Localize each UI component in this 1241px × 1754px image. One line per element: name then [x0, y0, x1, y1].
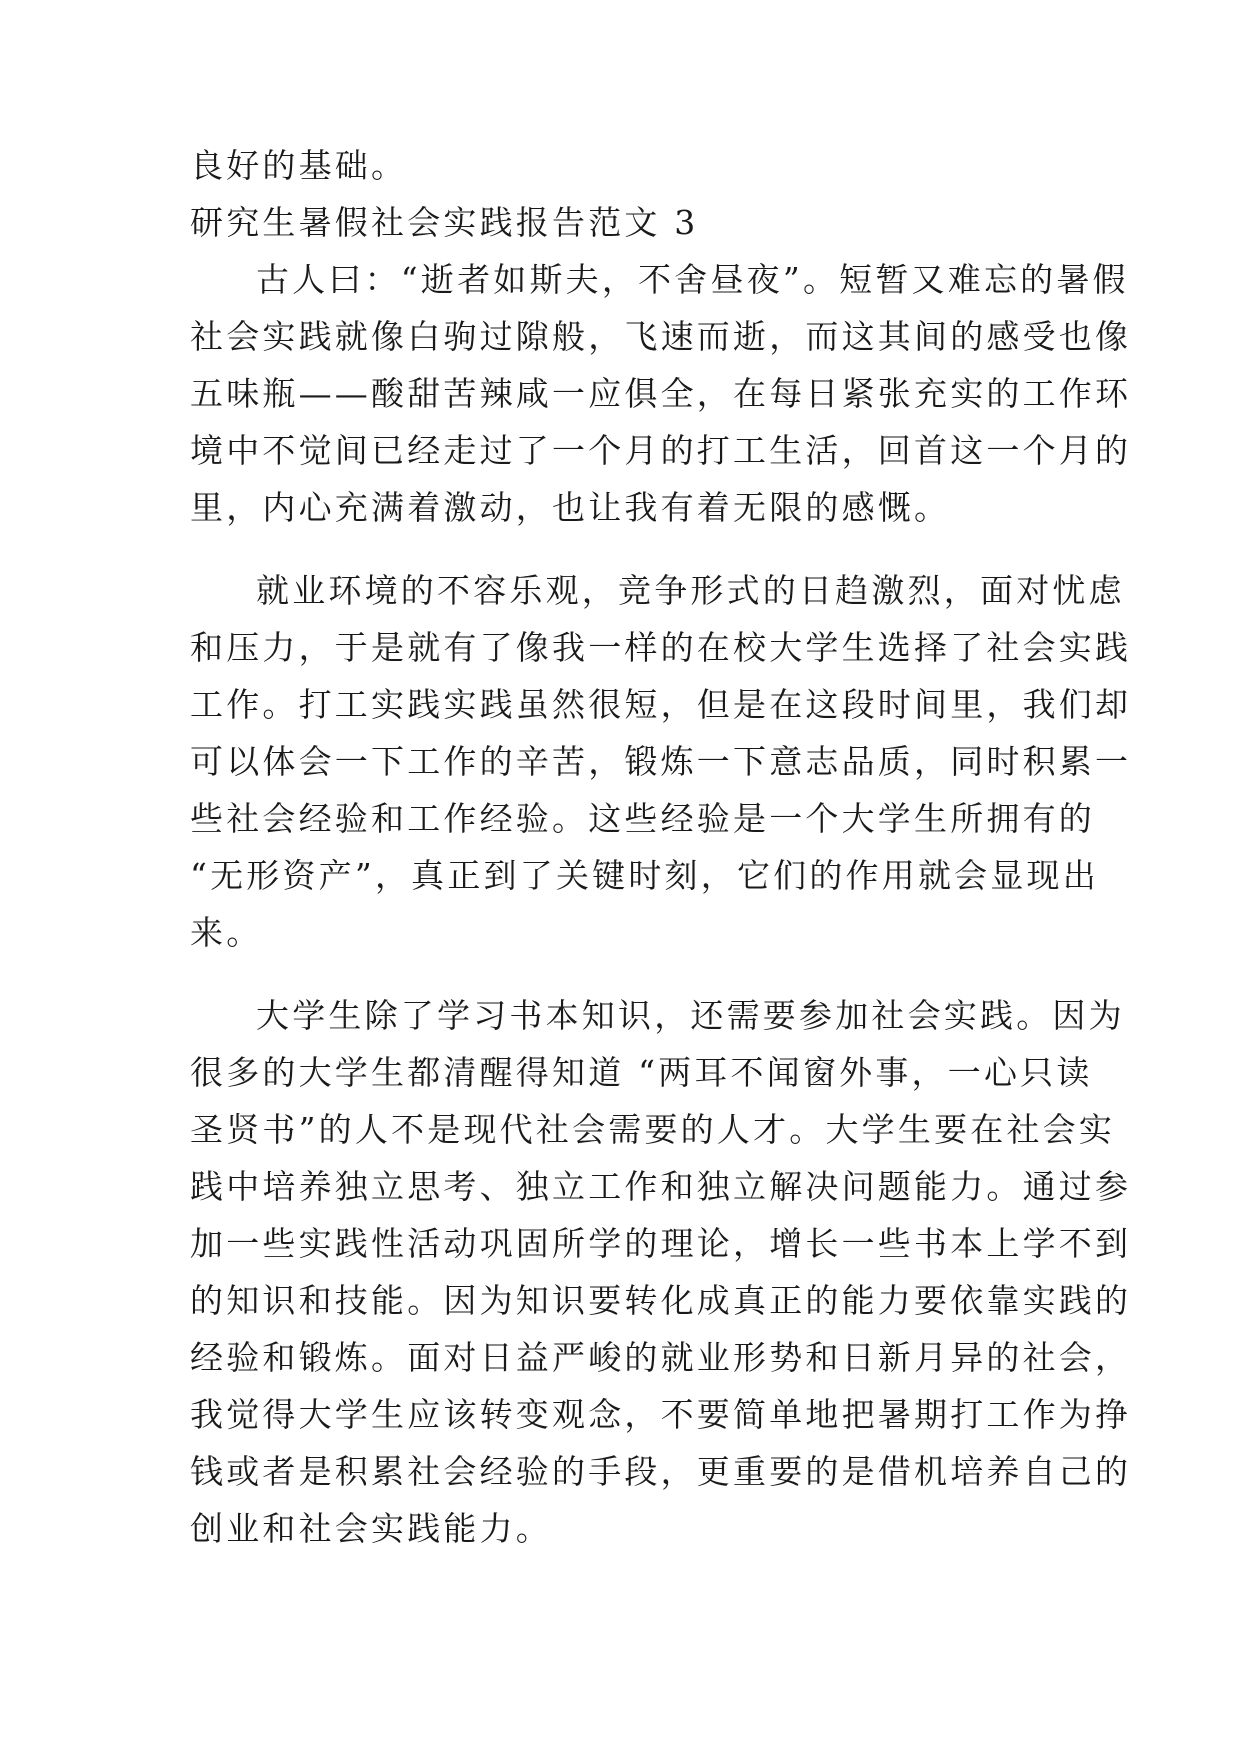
text-line: 社会实践就像白驹过隙般，飞速而逝，而这其间的感受也像: [190, 317, 1132, 356]
text-line: 大学生除了学习书本知识，还需要参加社会实践。因为: [256, 996, 1125, 1035]
text-line: 里，内心充满着激动，也让我有着无限的感慨。: [190, 488, 951, 527]
text-line: 很多的大学生都清醒得知道 “两耳不闻窗外事，一心只读: [190, 1053, 1093, 1092]
text-line: 和压力，于是就有了像我一样的在校大学生选择了社会实践: [190, 628, 1132, 667]
text-line: 加一些实践性活动巩固所学的理论，增长一些书本上学不到: [190, 1224, 1132, 1263]
text-line: 钱或者是积累社会经验的手段，更重要的是借机培养自己的: [190, 1452, 1132, 1491]
text-line: “无形资产”，真正到了关键时刻，它们的作用就会显现出: [190, 856, 1099, 895]
text-line: 我觉得大学生应该转变观念，不要简单地把暑期打工作为挣: [190, 1395, 1132, 1434]
text-line: 创业和社会实践能力。: [190, 1509, 552, 1548]
text-line: 圣贤书”的人不是现代社会需要的人才。大学生要在社会实: [190, 1110, 1116, 1149]
text-line: 就业环境的不容乐观，竞争形式的日趋激烈，面对忧虑: [256, 571, 1125, 610]
text-line: 些社会经验和工作经验。这些经验是一个大学生所拥有的: [190, 799, 1095, 838]
text-line: 工作。打工实践实践虽然很短，但是在这段时间里，我们却: [190, 685, 1132, 724]
section-heading: 研究生暑假社会实践报告范文 3: [190, 203, 699, 242]
text-line: 经验和锻炼。面对日益严峻的就业形势和日新月异的社会，: [190, 1338, 1132, 1377]
text-line: 五味瓶——酸甜苦辣咸一应俱全，在每日紧张充实的工作环: [190, 374, 1132, 413]
text-line: 践中培养独立思考、独立工作和独立解决问题能力。通过参: [190, 1167, 1132, 1206]
text-line: 可以体会一下工作的辛苦，锻炼一下意志品质，同时积累一: [190, 742, 1132, 781]
text-line: 来。: [190, 913, 263, 952]
text-line: 古人曰：“逝者如斯夫，不舍昼夜”。短暂又难忘的暑假: [256, 260, 1129, 299]
text-line: 的知识和技能。因为知识要转化成真正的能力要依靠实践的: [190, 1281, 1132, 1320]
text-line: 良好的基础。: [190, 146, 408, 185]
text-line: 境中不觉间已经走过了一个月的打工生活，回首这一个月的: [190, 431, 1132, 470]
